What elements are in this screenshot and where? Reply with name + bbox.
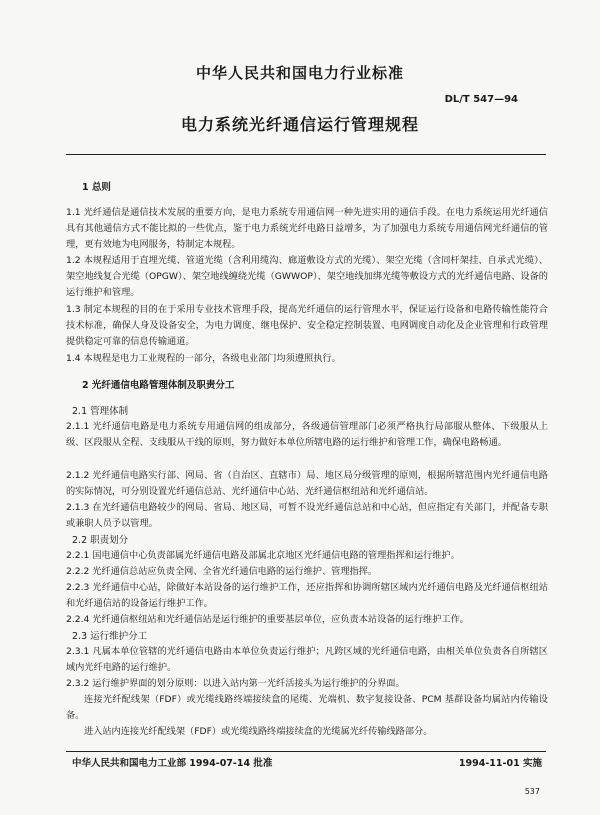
paragraph-1-1: 1.1 光纤通信是通信技术发展的重要方向，是电力系统专用通信网一种先进实用的通信手段。在电力系统运用光纤通信具有其他通信方式不能比拟的一些优点，鉴于电力系统光纤电路日益增多，为了加强电力系统专用通信网光纤通信的管理，更有效地为电网服务，特制定本规程。	[66, 207, 548, 251]
paragraph-1-2: 1.2 本规程适用于直埋光缆、管道光缆（含利用缆沟、廊道敷设方式的光缆）、架空光缆（含同杆架挂、自承式光缆）、架空地线复合光缆（OPGW）、架空地线缠绕光缆（GWWOP）、架空地线加绑光缆等敷设方式的光纤通信电路、设备的运行维护和管理。	[66, 255, 548, 299]
approval-date: 中华人民共和国电力工业部 1994-07-14 批准	[72, 758, 273, 769]
paragraph-2-3-1: 2.3.1 凡属本单位管辖的光纤通信电路由本单位负责运行维护；凡跨区域的光纤通信电路，由相关单位负责各自所辖区域内光纤电路的运行维护。	[66, 646, 548, 674]
paragraph-2-1-1: 2.1.1 光纤通信电路是电力系统专用通信网的组成部分，各级通信管理部门必须严格执行局部服从整体、下级服从上级、区段服从全程、支线服从干线的原则，努力做好本单位所辖电路的运行维护和管理工作，确保电路畅通。	[66, 421, 548, 449]
paragraph-2-2-1: 2.2.1 国电通信中心负责部属光纤通信电路及部属北京地区光纤通信电路的管理指挥和运行维护。	[66, 550, 460, 561]
page-number: 537	[524, 787, 540, 796]
paragraph-1-3: 1.3 制定本规程的目的在于采用专业技术管理手段，提高光纤通信的运行管理水平，保证运行设备和电路传输性能符合技术标准，确保人身及设备安全，为电力调度、继电保护、安全稳定控制装置、电网调度自动化及企业管理和行政管理提供稳定可靠的信息传输通道。	[66, 304, 548, 348]
paragraph-2-2-2: 2.2.2 光纤通信总站应负责全网、全省光纤通信电路的运行维护、管理指挥。	[66, 566, 378, 577]
paragraph-2-3-2-b: 进入站内连接光纤配线架（FDF）或光缆线路终端接续盒的光缆属光纤传输线路部分。	[84, 726, 433, 737]
standard-code: DL/T 547—94	[444, 94, 518, 105]
paragraph-2-1-3: 2.1.3 在光纤通信电路较少的网局、省局、地区局，可暂不设光纤通信总站和中心站，但应指定有关部门，并配备专职或兼职人员予以管理。	[66, 502, 548, 530]
subsection-2-2-heading: 2.2 职责划分	[72, 535, 129, 546]
paragraph-2-2-3: 2.2.3 光纤通信中心站，除做好本站设备的运行维护工作，还应指挥和协调所辖区域内光纤通信电路及光纤通信枢纽站和光纤通信站的设备运行维护工作。	[66, 582, 548, 610]
paragraph-1-4: 1.4 本规程是电力工业规程的一部分，各级电业部门均须遵照执行。	[66, 353, 341, 364]
paragraph-2-3-2-a: 连接光纤配线架（FDF）或光缆线路终端接续盒的尾缆、光端机、数字复接设备、PCM 基群设备均属站内传输设备。	[66, 694, 548, 722]
subsection-2-3-heading: 2.3 运行维护分工	[72, 631, 148, 642]
paragraph-2-1-2: 2.1.2 光纤通信电路实行部、网局、省（自治区、直辖市）局、地区局分级管理的原则，根据所辖范围内光纤通信电路的实际情况，可分别设置光纤通信总站、光纤通信中心站、光纤通信枢纽站和光纤通信站。	[66, 470, 548, 498]
effective-date: 1994-11-01 实施	[458, 758, 542, 769]
document-title: 电力系统光纤通信运行管理规程	[180, 115, 419, 134]
paragraph-2-3-2: 2.3.2 运行维护界面的划分原则：以进入站内第一光纤活接头为运行维护的分界面。	[66, 678, 405, 689]
section-2-heading: 2 光纤通信电路管理体制及职责分工	[82, 380, 235, 391]
section-1-heading: 1 总则	[82, 182, 111, 193]
subsection-2-1-heading: 2.1 管理体制	[72, 406, 129, 417]
top-divider	[66, 154, 546, 155]
bottom-divider	[66, 751, 546, 752]
paragraph-2-2-4: 2.2.4 光纤通信枢纽站和光纤通信站是运行维护的重要基层单位，应负责本站设备的运行维护工作。	[66, 614, 469, 625]
standard-title: 中华人民共和国电力行业标准	[195, 64, 404, 82]
